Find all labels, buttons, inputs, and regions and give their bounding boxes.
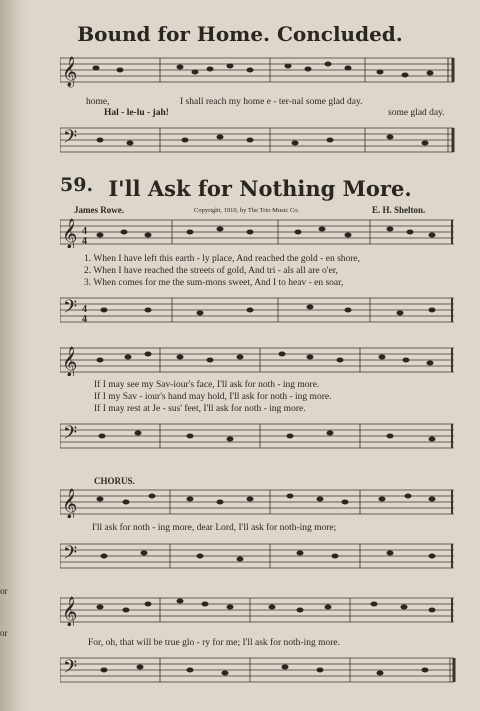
hymn-composer: E. H. Shelton.: [372, 205, 426, 215]
svg-text:4: 4: [82, 304, 87, 315]
treble-staff-1: [60, 214, 456, 248]
chorus-label: CHORUS.: [94, 476, 135, 486]
chorus-line-1: I'll ask for noth - ing more, dear Lord, I'll ask for noth-ing more;: [92, 523, 337, 533]
treble-staff-2: [60, 342, 456, 376]
refrain-3-line: If I may rest at Je - sus' feet, I'll ask for noth - ing more.: [94, 404, 306, 414]
bass-staff-top: [60, 124, 456, 158]
bass-staff-4: [60, 652, 456, 686]
svg-text:𝄞: 𝄞: [62, 57, 78, 86]
hymn-title: I'll Ask for Nothing More.: [108, 176, 412, 201]
svg-text:𝄞: 𝄞: [62, 347, 78, 376]
svg-text:𝄢: 𝄢: [63, 296, 78, 321]
lyric-top-1b: I shall reach my home e - ter-nal some glad day.: [180, 97, 363, 107]
svg-text:4: 4: [82, 236, 87, 247]
verse-1-line: 1. When I have left this earth - ly place, And reached the gold - en shore,: [84, 254, 361, 264]
svg-text:𝄢: 𝄢: [63, 656, 78, 681]
refrain-2-line: If I my Sav - iour's hand may hold, I'll ask for noth - ing more.: [94, 392, 332, 402]
chorus-line-2: For, oh, that will be true glo - ry for me; I'll ask for noth-ing more.: [88, 638, 340, 648]
bass-staff-3: [60, 538, 456, 572]
svg-text:𝄢: 𝄢: [63, 422, 78, 447]
hymn-author: James Rowe.: [74, 205, 124, 215]
lyric-top-2b: some glad day.: [388, 108, 445, 118]
hymn-number: 59.: [60, 174, 94, 196]
svg-text:𝄢: 𝄢: [63, 126, 78, 151]
verse-3-line: 3. When comes for me the sum-mons sweet, And I to heav - en soar,: [84, 278, 344, 288]
svg-text:4: 4: [82, 314, 87, 325]
refrain-1-line: If I may see my Sav-iour's face, I'll ask for noth - ing more.: [94, 380, 320, 390]
svg-text:𝄞: 𝄞: [62, 597, 78, 626]
bass-staff-2: [60, 418, 456, 452]
hymn-copyright: Copyright, 1910, by The Trio Music Co.: [194, 207, 300, 214]
svg-text:𝄞: 𝄞: [62, 219, 78, 248]
margin-fragment-2: or: [0, 628, 8, 638]
svg-text:4: 4: [82, 226, 87, 237]
treble-staff-top: [60, 54, 456, 88]
lyric-top-2a: Hal - le-lu - jah!: [104, 108, 169, 118]
lyric-top-1a: home,: [86, 97, 110, 107]
page-gutter-shadow: [0, 0, 30, 711]
bass-staff-1: [60, 292, 456, 326]
treble-staff-3: [60, 484, 456, 518]
verse-2-line: 2. When I have reached the streets of gold, And tri - als all are o'er,: [84, 266, 338, 276]
page-title: Bound for Home. Concluded.: [77, 22, 403, 46]
treble-staff-4: [60, 592, 456, 626]
svg-text:𝄢: 𝄢: [63, 542, 78, 567]
svg-text:𝄞: 𝄞: [62, 489, 78, 518]
margin-fragment-1: or: [0, 586, 8, 596]
